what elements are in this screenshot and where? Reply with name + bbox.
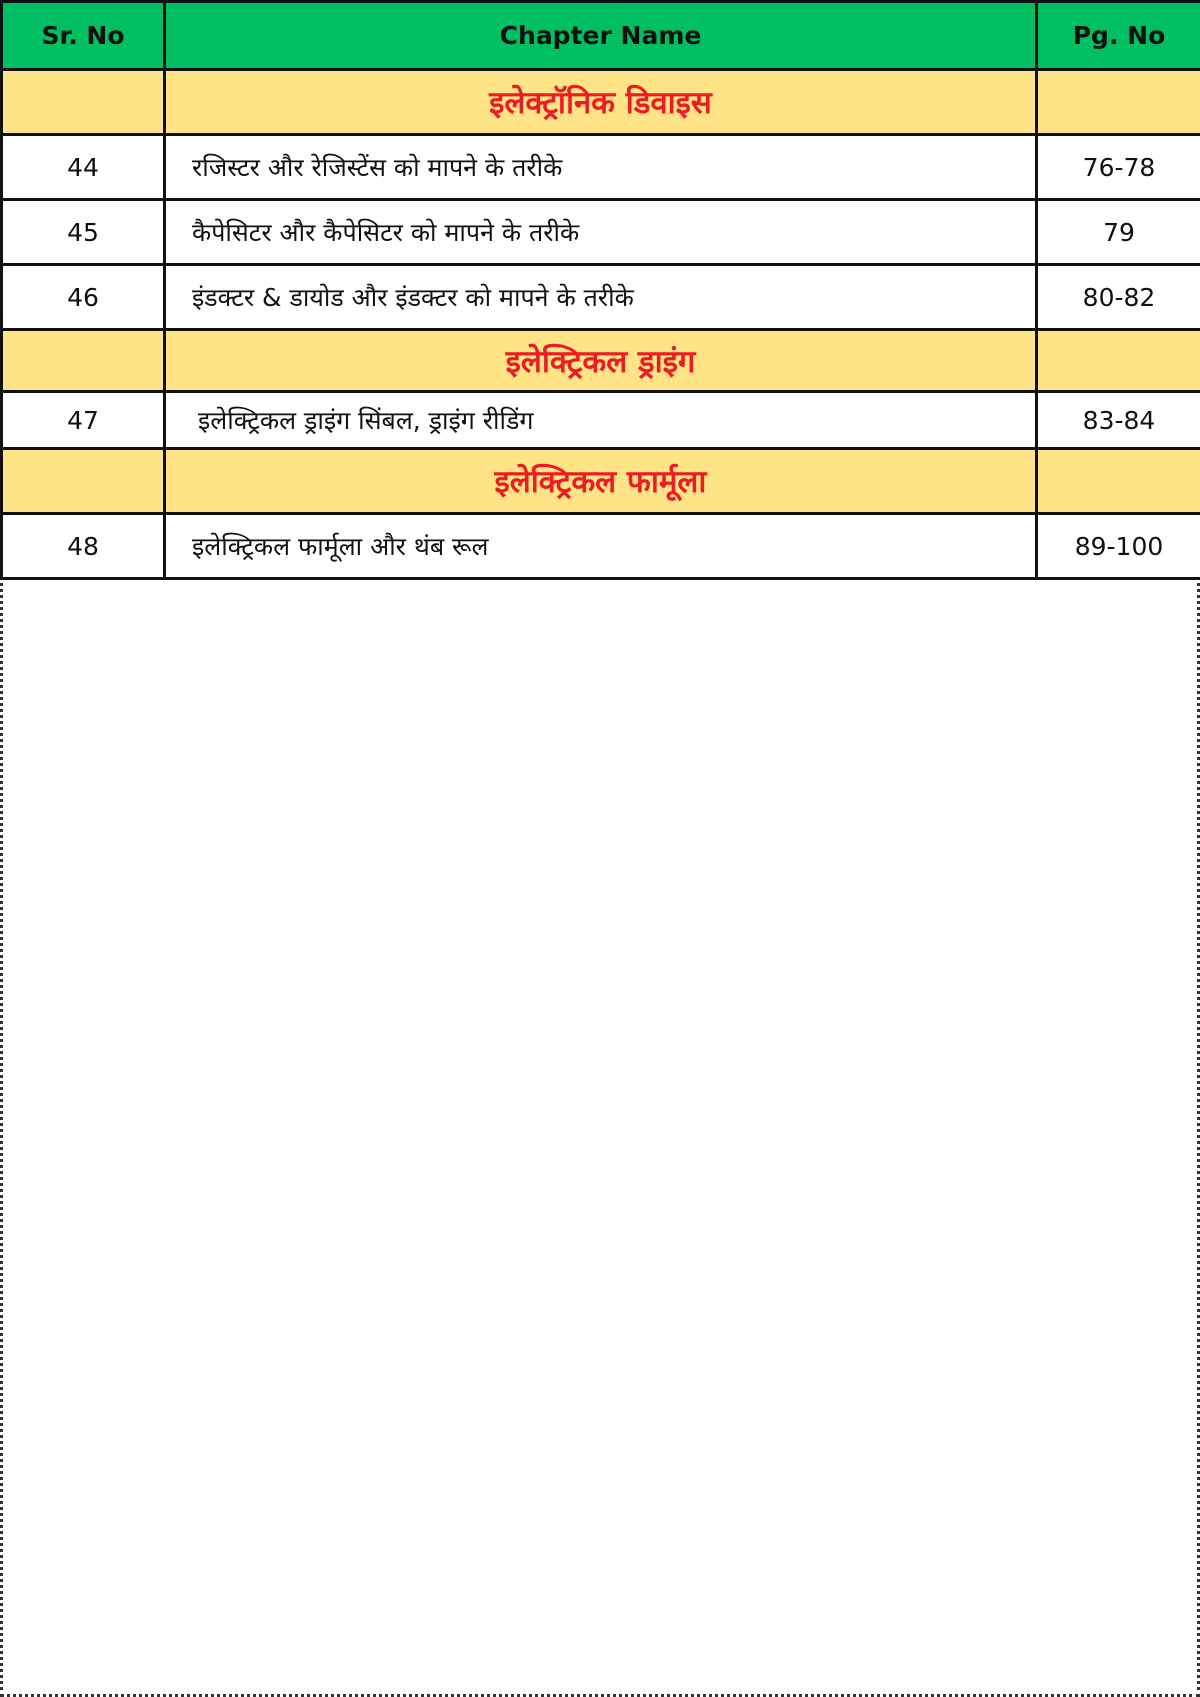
section-sr-cell <box>2 330 165 392</box>
table-row <box>2 392 1200 449</box>
chapter-name: इंडक्टर & डायोड और इंडक्टर को मापने के तरीके <box>165 265 1037 330</box>
contents-table <box>0 0 1200 580</box>
sr-no: 48 <box>2 514 165 579</box>
header-sr-no: Sr. No <box>2 2 165 70</box>
page-number: 83-84 <box>1037 392 1200 449</box>
header-pg-no: Pg. No <box>1037 2 1200 70</box>
header-row <box>2 2 1200 70</box>
table-row <box>2 265 1200 330</box>
page-number: 76-78 <box>1037 135 1200 200</box>
table-row <box>2 135 1200 200</box>
table-row <box>2 200 1200 265</box>
section-title: इलेक्ट्रिकल ड्राइंग <box>165 330 1037 392</box>
chapter-name: इलेक्ट्रिकल फार्मूला और थंब रूल <box>165 514 1037 579</box>
section-sr-cell <box>2 449 165 514</box>
section-pg-cell <box>1037 449 1200 514</box>
page-number: 89-100 <box>1037 514 1200 579</box>
section-title: इलेक्ट्रॉनिक डिवाइस <box>165 70 1037 135</box>
section-row <box>2 330 1200 392</box>
section-pg-cell <box>1037 330 1200 392</box>
sr-no: 46 <box>2 265 165 330</box>
sr-no: 47 <box>2 392 165 449</box>
sr-no: 44 <box>2 135 165 200</box>
section-pg-cell <box>1037 70 1200 135</box>
section-sr-cell <box>2 70 165 135</box>
header-chapter-name: Chapter Name <box>165 2 1037 70</box>
chapter-name: कैपेसिटर और कैपेसिटर को मापने के तरीके <box>165 200 1037 265</box>
sr-no: 45 <box>2 200 165 265</box>
chapter-name: रजिस्टर और रेजिस्टेंस को मापने के तरीके <box>165 135 1037 200</box>
section-title: इलेक्ट्रिकल फार्मूला <box>165 449 1037 514</box>
table-row <box>2 514 1200 579</box>
section-row <box>2 70 1200 135</box>
page-number: 80-82 <box>1037 265 1200 330</box>
section-row <box>2 449 1200 514</box>
page-number: 79 <box>1037 200 1200 265</box>
chapter-name: इलेक्ट्रिकल ड्राइंग सिंबल, ड्राइंग रीडिंग <box>165 392 1037 449</box>
